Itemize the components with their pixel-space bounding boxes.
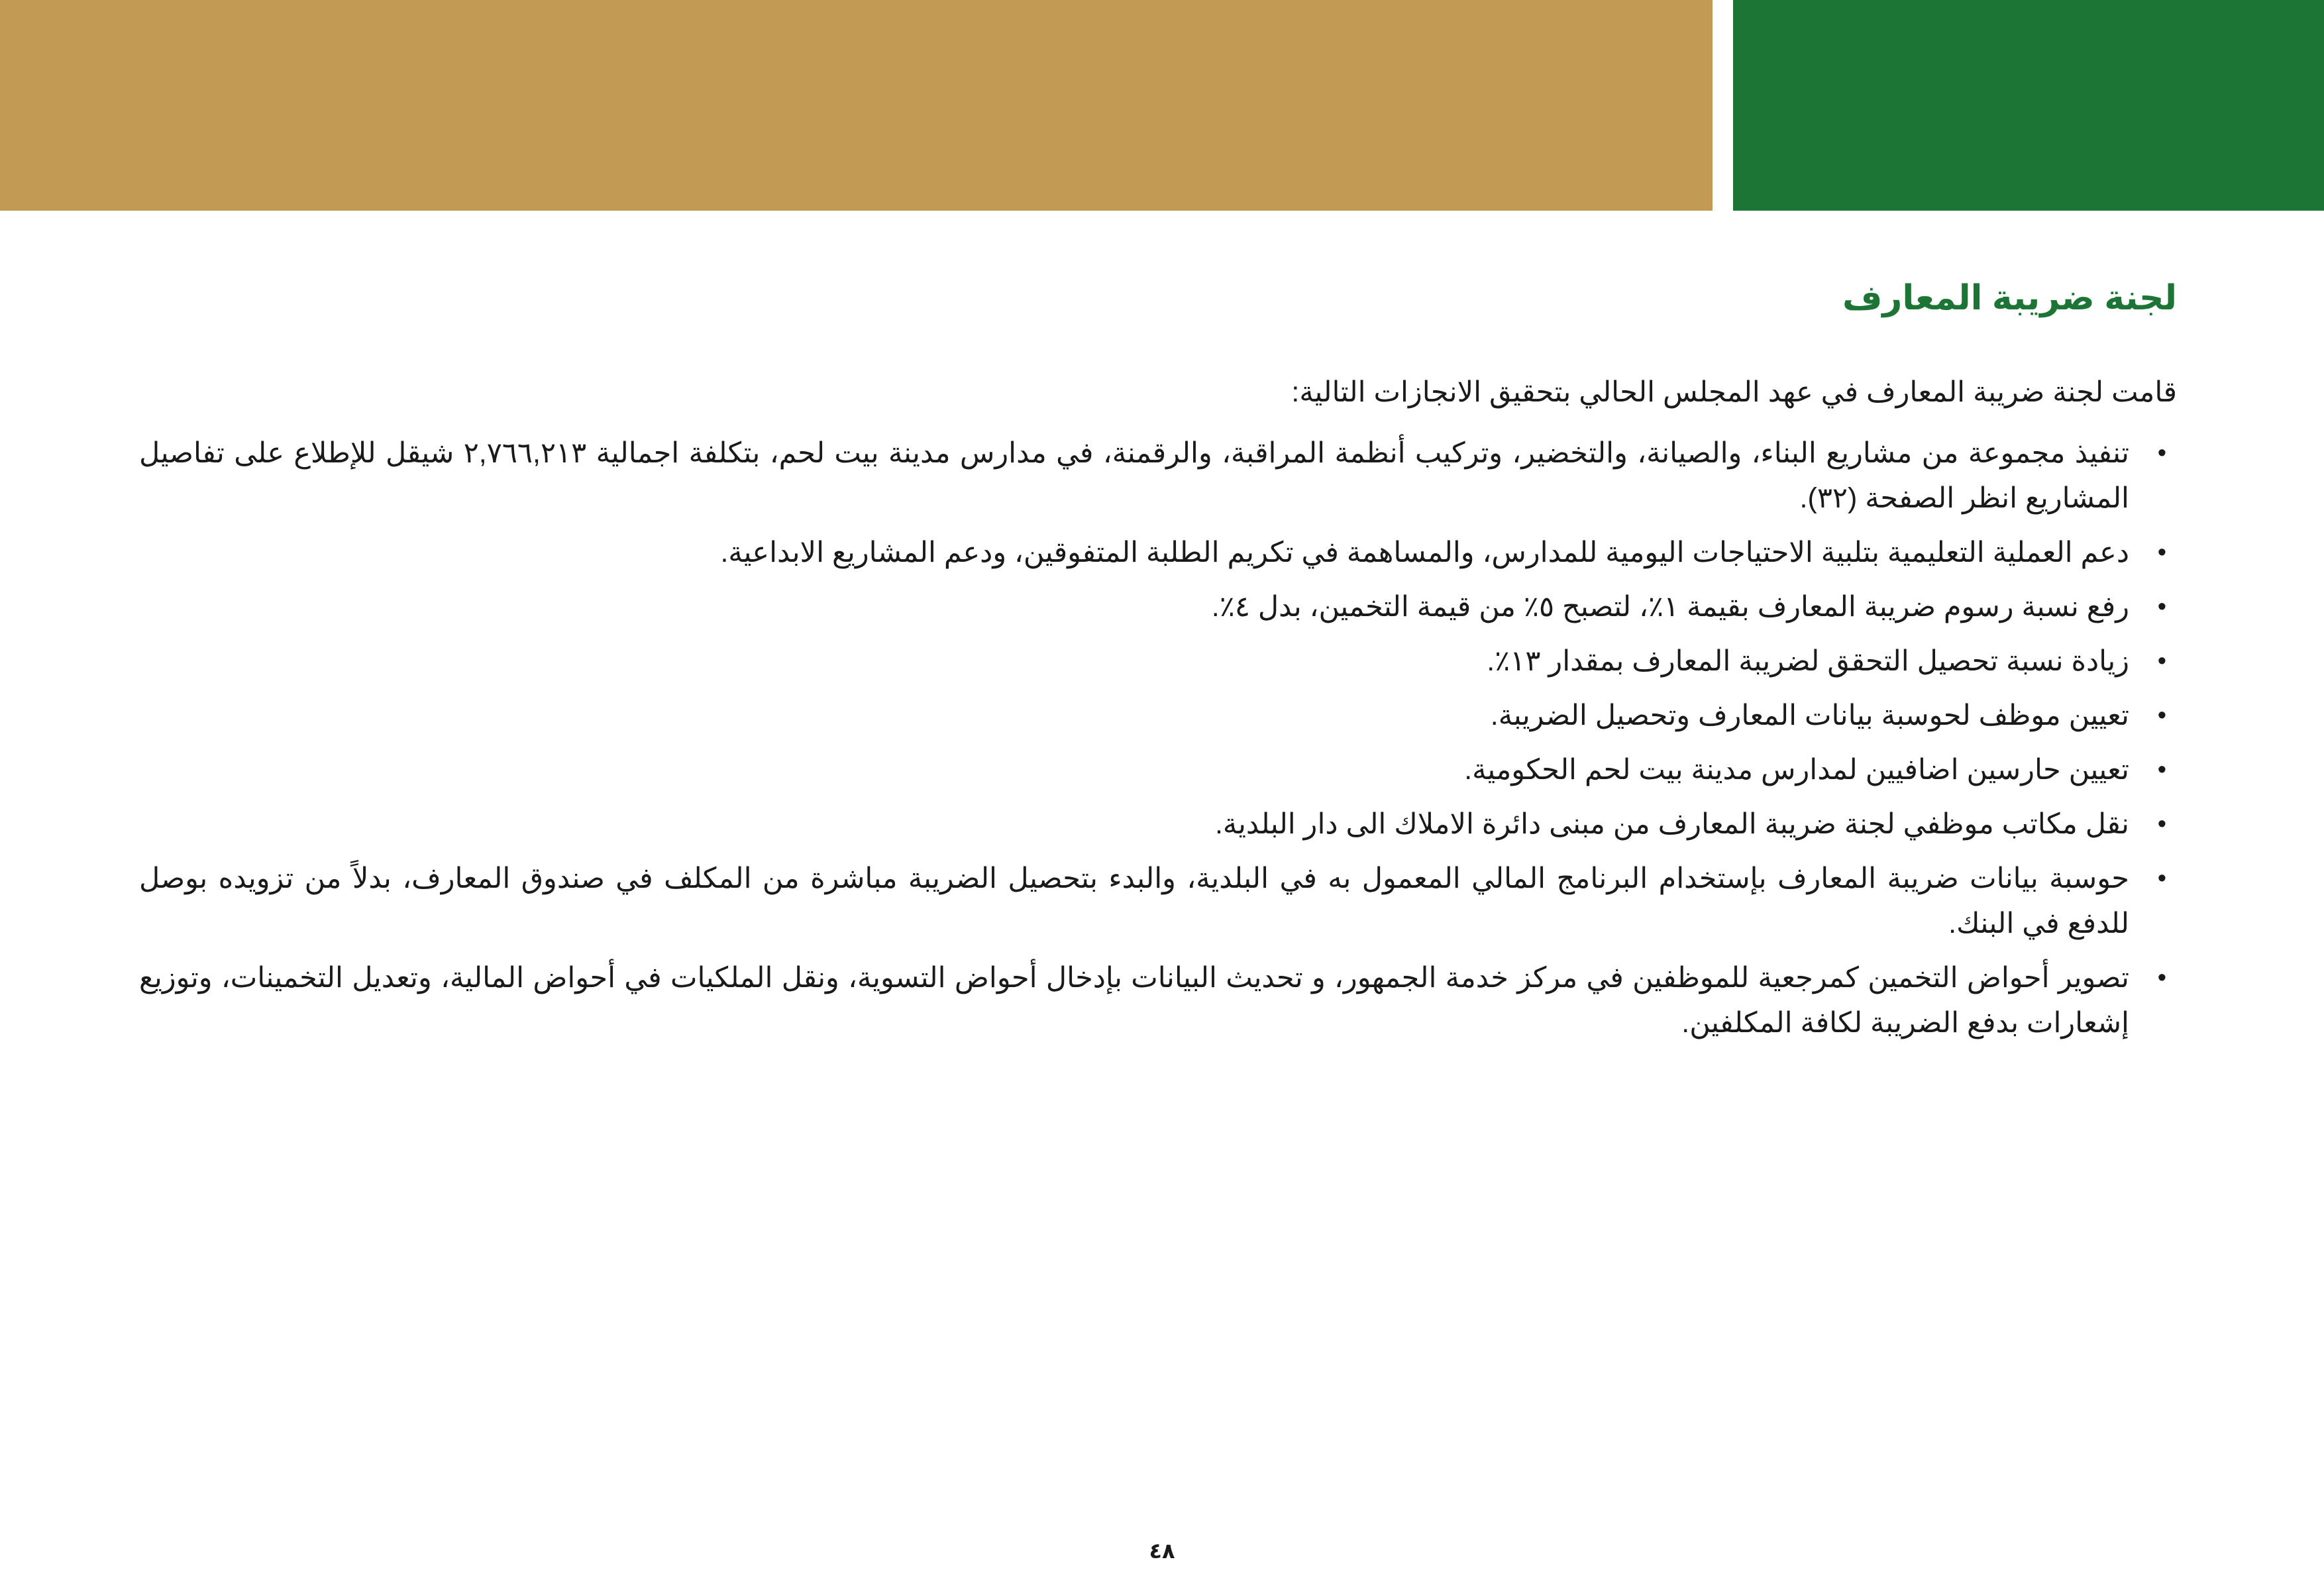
header-green-band [1733, 0, 2324, 211]
list-item-text: نقل مكاتب موظفي لجنة ضريبة المعارف من مبنى دائرة الاملاك الى دار البلدية. [1214, 808, 2129, 840]
list-item-text: رفع نسبة رسوم ضريبة المعارف بقيمة ١٪، لتصبح ٥٪ من قيمة التخمين، بدل ٤٪. [1211, 591, 2129, 623]
bullet-dot-icon: • [2157, 756, 2166, 784]
achievements-list [139, 431, 2177, 1045]
list-item-text: حوسبة بيانات ضريبة المعارف بإستخدام البرنامج المالي المعمول به في البلدية، والبدء بتحصيل الضريبة مباشرة من المكلف في صندوق المعارف، بدلاً من تزويده بوصل للدفع في البنك. [139, 863, 2129, 939]
bullet-dot-icon: • [2157, 810, 2166, 838]
list-item [139, 431, 2166, 521]
list-item-text: تصوير أحواض التخمين كمرجعية للموظفين في مركز خدمة الجمهور، و تحديث البيانات بإدخال أحواض التسوية، ونقل الملكيات في أحواض المالية، وتعديل التخمينات، وتوزيع إشعارات بدفع الضريبة لكافة المكلفين. [139, 962, 2129, 1039]
list-item-text: تعيين موظف لحوسبة بيانات المعارف وتحصيل الضريبة. [1490, 700, 2129, 731]
bullet-dot-icon: • [2157, 647, 2166, 675]
list-item [139, 584, 2166, 629]
list-item [139, 856, 2166, 946]
main-content [139, 265, 2177, 1055]
list-item [139, 693, 2166, 738]
list-item [139, 530, 2166, 575]
list-item [139, 747, 2166, 792]
bullet-dot-icon: • [2157, 865, 2166, 892]
list-item [139, 802, 2166, 847]
page-number: ٤٨ [1149, 1539, 1175, 1563]
list-item-text: تنفيذ مجموعة من مشاريع البناء، والصيانة، والتخضير، وتركيب أنظمة المراقبة، والرقمنة، في مدارس مدينة بيت لحم، بتكلفة اجمالية ٢,٧٦٦,٢١٣ شيقل للإطلاع على تفاصيل المشاريع انظر الصفحة (٣٢). [139, 437, 2129, 514]
list-item [139, 639, 2166, 684]
bullet-dot-icon: • [2157, 702, 2166, 729]
intro-paragraph: قامت لجنة ضريبة المعارف في عهد المجلس الحالي بتحقيق الانجازات التالية: [1291, 376, 2177, 408]
bullet-dot-icon: • [2157, 964, 2166, 992]
list-item-text: زيادة نسبة تحصيل التحقق لضريبة المعارف بمقدار ١٣٪. [1487, 645, 2129, 677]
page-title: لجنة ضريبة المعارف [1842, 279, 2177, 317]
header-gold-band [0, 0, 1713, 211]
bullet-dot-icon: • [2157, 539, 2166, 566]
bullet-dot-icon: • [2157, 439, 2166, 467]
list-item-text: تعيين حارسين اضافيين لمدارس مدينة بيت لحم الحكومية. [1464, 754, 2129, 786]
list-item-text: دعم العملية التعليمية بتلبية الاحتياجات اليومية للمدارس، والمساهمة في تكريم الطلبة المتفوقين، ودعم المشاريع الابداعية. [720, 537, 2129, 568]
list-item [139, 955, 2166, 1045]
bullet-dot-icon: • [2157, 593, 2166, 621]
